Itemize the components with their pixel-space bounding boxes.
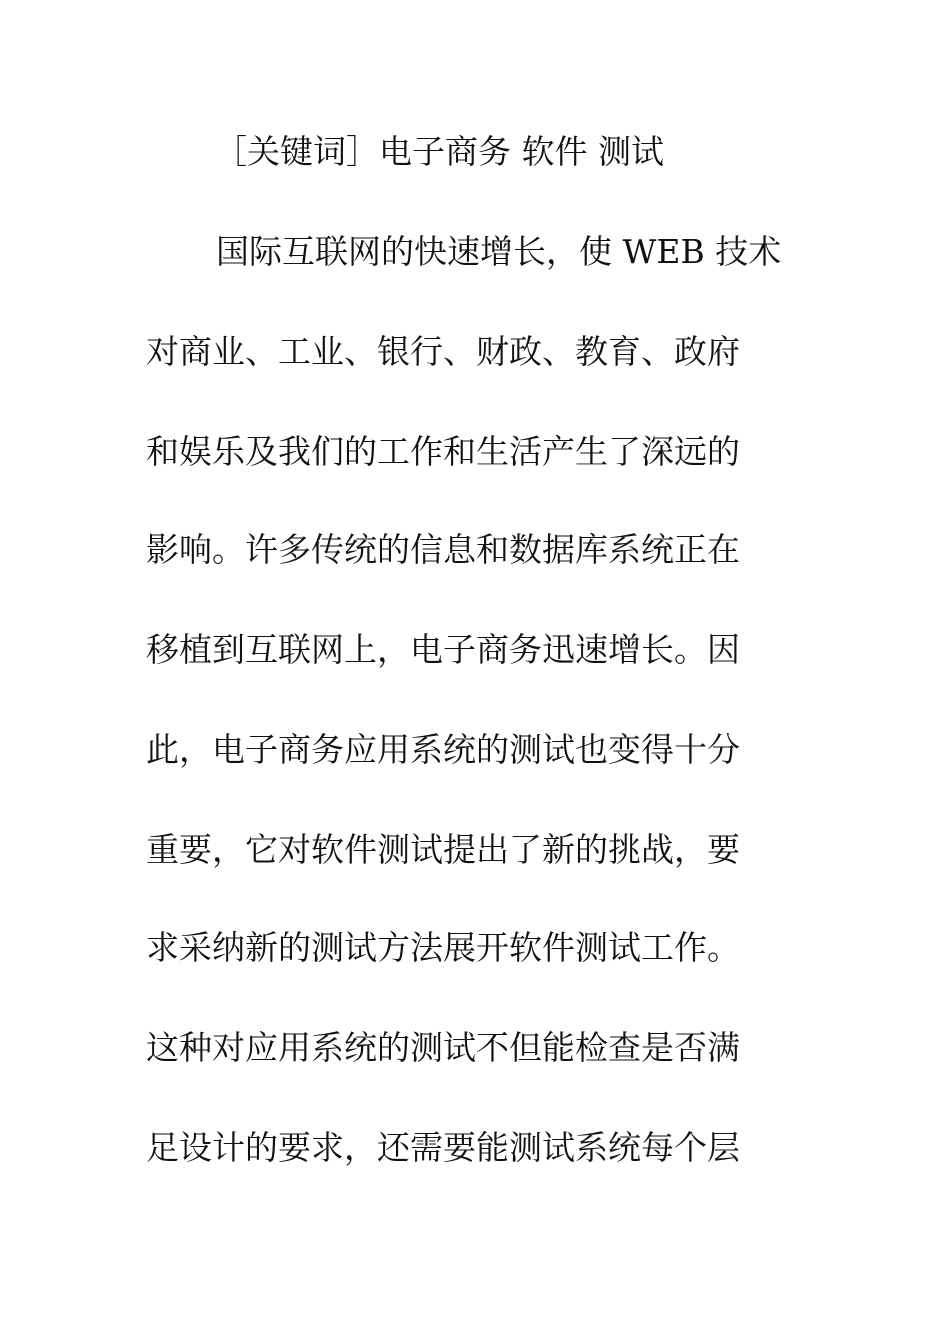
paragraph-line-7: 重要，它对软件测试提出了新的挑战，要 xyxy=(146,830,740,869)
paragraph-line-8: 求采纳新的测试方法展开软件测试工作。 xyxy=(146,928,740,967)
paragraph-line-6: 此，电子商务应用系统的测试也变得十分 xyxy=(146,730,740,769)
paragraph-line-2: 对商业、工业、银行、财政、教育、政府 xyxy=(146,332,740,371)
paragraph-line-3: 和娱乐及我们的工作和生活产生了深远的 xyxy=(146,432,740,471)
paragraph-line-5: 移植到互联网上，电子商务迅速增长。因 xyxy=(146,630,740,669)
paragraph-line-10: 足设计的要求，还需要能测试系统每个层 xyxy=(146,1128,740,1167)
paragraph-line-4: 影响。许多传统的信息和数据库系统正在 xyxy=(146,530,740,569)
paragraph-line-1: 国际互联网的快速增长，使 WEB 技术 xyxy=(216,232,782,271)
paragraph-line-9: 这种对应用系统的测试不但能检查是否满 xyxy=(146,1028,740,1067)
keywords-line: ［关键词］电子商务 软件 测试 xyxy=(214,132,664,171)
